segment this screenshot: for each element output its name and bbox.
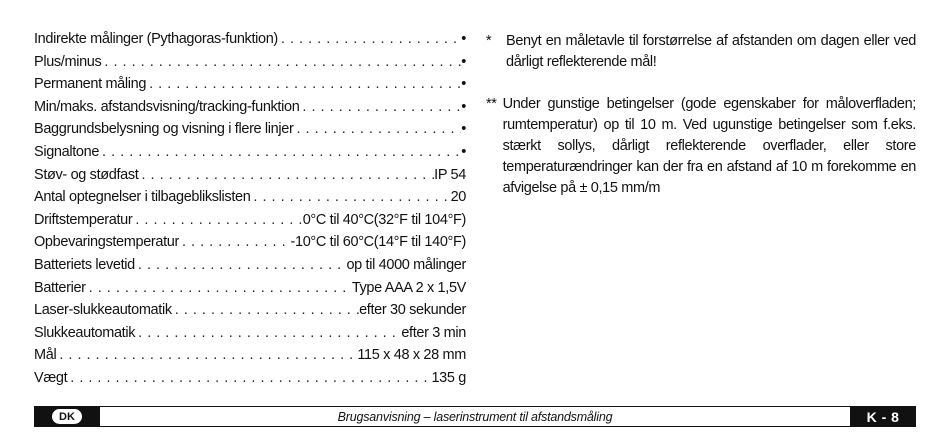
spec-label: Batteriets levetid [34,256,135,273]
spec-label: Vægt [34,369,68,386]
spec-value: efter 30 sekunder [359,302,466,319]
spec-label: Signaltone [34,143,100,160]
spec-value: • [461,76,466,93]
spec-label: Baggrundsbelysning og visning i flere linjer [34,121,294,138]
spec-value: IP 54 [434,166,466,183]
spec-row [34,167,466,190]
dot-leader [146,76,461,92]
dot-leader [132,212,302,228]
spec-row [34,76,466,99]
spec-row [34,280,466,303]
dot-leader [99,144,461,160]
spec-row [34,31,466,54]
footnote-text: Benyt en måletavle til forstørrelse af afstanden om dagen eller ved dårligt reflekterende mål! [506,33,916,70]
dot-leader [138,167,434,183]
spec-label: Slukkeautomatik [34,324,136,341]
dot-leader [135,325,401,341]
dot-leader [67,370,431,386]
page-number: K - 8 [850,406,916,427]
footer-title: Brugsanvisning – laserinstrument til afstandsmåling [100,406,850,427]
dot-leader [293,121,461,137]
dot-leader [101,54,461,70]
spec-label: Min/maks. afstandsvisning/tracking-funktion [34,98,300,115]
spec-row [34,234,466,257]
footnote-mark: ** [486,96,497,112]
spec-value: efter 3 min [401,324,466,341]
language-code: DK [52,409,82,424]
spec-row [34,347,466,370]
spec-value: Type AAA 2 x 1,5V [351,279,466,296]
footnote-1 [486,31,916,73]
dot-leader [86,280,352,296]
dot-leader [56,347,357,363]
dot-leader [179,234,291,250]
spec-row [34,99,466,122]
spec-row [34,325,466,348]
spec-label: Antal optegnelser i tilbageblikslisten [34,189,251,206]
spec-value: -10°C til 60°C(14°F til 140°F) [290,234,466,251]
spec-value: 0°C til 40°C(32°F til 104°F) [302,211,466,228]
language-badge [34,406,100,427]
dot-leader [172,302,359,318]
spec-label: Mål [34,347,57,364]
spec-value: op til 4000 målinger [346,256,466,273]
spec-row [34,54,466,77]
spec-label: Batterier [34,279,86,296]
spec-row [34,144,466,167]
dot-leader [135,257,347,273]
dot-leader [250,189,450,205]
footnote-2 [486,94,916,199]
spec-value: • [461,31,466,47]
spec-value: • [461,121,466,138]
spec-row [34,121,466,144]
spec-row [34,370,466,393]
spec-value: • [461,143,466,160]
footnote-mark: * [486,33,492,49]
footnote-text: Under gunstige betingelser (gode egenskaber for måloverfladen; rumtemperatur) op til 10 m. Ved ugunstige betingelser som f.eks. stærkt sollys, dårligt reflekterende overflader, eller store temperaturændringer kan der fra en afstand af 10 m forekomme en afvigelse på ± 0,15 mm/m [502,96,916,196]
spec-value: 135 g [431,369,466,386]
spec-label: Støv- og stødfast [34,166,139,183]
dot-leader [278,31,461,47]
specifications-list [34,31,466,393]
footnotes [486,31,916,199]
spec-value: 20 [450,189,466,206]
spec-value: • [461,53,466,70]
spec-row [34,212,466,235]
spec-value: • [461,98,466,115]
page-footer [34,406,916,427]
spec-label: Plus/minus [34,53,102,70]
spec-row [34,302,466,325]
spec-label: Opbevaringstemperatur [34,234,179,251]
spec-label: Indirekte målinger (Pythagoras-funktion) [34,31,278,47]
spec-label: Permanent måling [34,76,147,93]
spec-row [34,257,466,280]
spec-label: Driftstemperatur [34,211,133,228]
spec-value: 115 x 48 x 28 mm [357,347,466,364]
spec-row [34,189,466,212]
spec-label: Laser-slukkeautomatik [34,302,172,319]
dot-leader [299,99,461,115]
